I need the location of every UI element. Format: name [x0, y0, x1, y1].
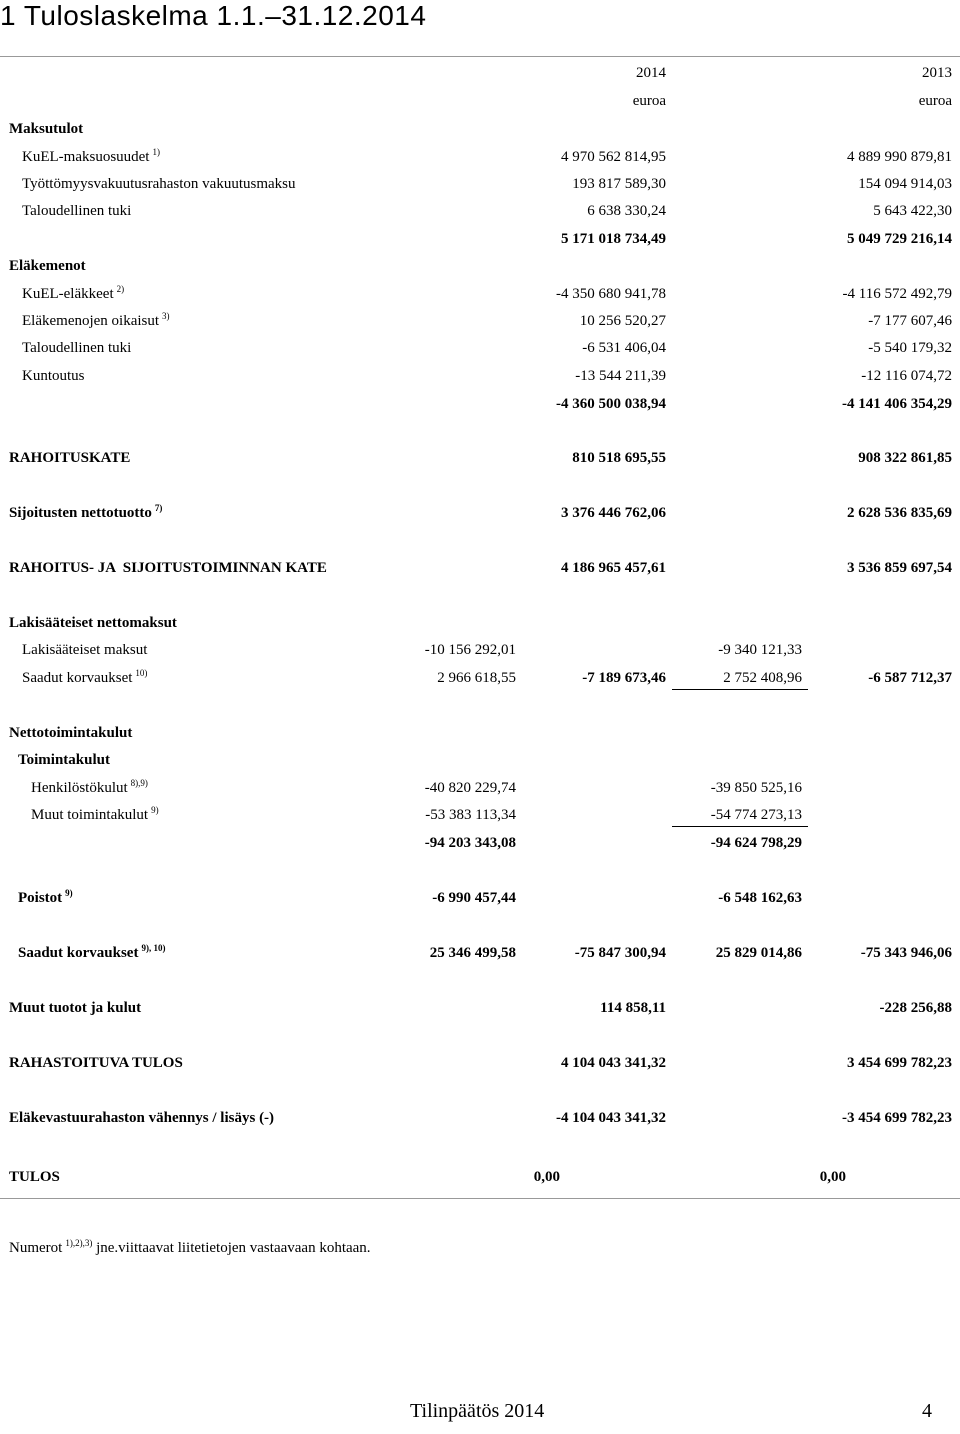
- footnote-ref: 10): [135, 668, 148, 678]
- subtotal-row: [0, 392, 960, 416]
- value-2014: 3 376 446 762,06: [561, 505, 666, 521]
- value-2014: -75 847 300,94: [574, 945, 666, 961]
- toimintakulut-heading: Toimintakulut: [18, 752, 110, 768]
- bottom-divider: [0, 1198, 960, 1199]
- value-2013: -3 454 699 782,23: [842, 1110, 952, 1126]
- value-2014: 4 104 043 341,32: [561, 1055, 666, 1071]
- row-label: Muut toimintakulut $^{9)}$: [31, 805, 159, 823]
- maksutulot-total-2013: 5 049 729 216,14: [847, 231, 952, 247]
- footnote-ref: 7): [154, 503, 163, 513]
- row-label: Saadut korvaukset $^{9), 10)}$: [18, 943, 166, 961]
- row-label: RAHOITUSKATE: [9, 450, 131, 466]
- detail-2014: -6 990 457,44: [432, 890, 516, 906]
- value-2013: 2 628 536 835,69: [847, 505, 952, 521]
- unit-2013: euroa: [918, 93, 952, 109]
- value-2013: 154 094 914,03: [858, 176, 952, 192]
- sijoitukset-row: [0, 501, 960, 525]
- row-label: Kuntoutus: [22, 368, 85, 384]
- table-row: [0, 309, 960, 333]
- value-2013: 3 536 859 697,54: [847, 560, 952, 576]
- table-row: [0, 336, 960, 360]
- row-label: Sijoitusten nettotuotto $^{7)}$: [9, 503, 163, 521]
- footnote-ref: 9): [65, 888, 73, 898]
- table-row: [0, 199, 960, 223]
- section-heading: [0, 117, 960, 141]
- value-2013: -12 116 074,72: [861, 368, 952, 384]
- maksutulot-total-2014: 5 171 018 734,49: [561, 231, 666, 247]
- footnote-ref: 8),9): [130, 778, 148, 788]
- table-row: [0, 172, 960, 196]
- elakevastuu-row: [0, 1106, 960, 1130]
- row-label: Työttömyysvakuutusrahaston vakuutusmaksu: [22, 176, 296, 192]
- detail-2013: -6 548 162,63: [718, 890, 802, 906]
- detail-2013: 2 752 408,96: [723, 670, 802, 686]
- table-row: [0, 364, 960, 388]
- value-2013: 3 454 699 782,23: [847, 1055, 952, 1071]
- top-divider: [0, 56, 960, 57]
- row-label: Eläkemenojen oikaisut $^{3)}$: [22, 311, 170, 329]
- year-2013: 2013: [922, 65, 952, 81]
- table-row: [0, 941, 960, 965]
- value-2014: 114 858,11: [600, 1000, 666, 1016]
- tulos-row: [0, 1165, 960, 1189]
- footnote-ref: 9): [151, 805, 159, 815]
- detail-2014: -40 820 229,74: [424, 780, 516, 796]
- table-row: [0, 776, 960, 800]
- table-row: [0, 638, 960, 662]
- table-row: [0, 666, 960, 690]
- footnote-text: Numerot $^{1),2),3)}$ jne.viittaavat liitetietojen vastaavaan kohtaan.: [9, 1238, 371, 1256]
- detail-2014: -53 383 113,34: [425, 807, 516, 823]
- value-2014: 4 186 965 457,61: [561, 560, 666, 576]
- value-2014: -4 104 043 341,32: [556, 1110, 666, 1126]
- section-heading: [0, 254, 960, 278]
- underline: [672, 689, 808, 690]
- page-number: 4: [922, 1400, 932, 1422]
- value-2013: -6 587 712,37: [868, 670, 952, 686]
- detail-2014: 25 346 499,58: [429, 945, 516, 961]
- footnote-ref: 9), 10): [141, 943, 166, 953]
- value-2013: 908 322 861,85: [858, 450, 952, 466]
- row-label: RAHOITUS- JA SIJOITUSTOIMINNAN KATE: [9, 560, 327, 576]
- section-heading: [0, 611, 960, 635]
- footnote: [0, 1236, 960, 1260]
- lakisaateiset-heading: Lakisääteiset nettomaksut: [9, 615, 177, 631]
- rahastoituva-row: [0, 1051, 960, 1075]
- page-title: 1 Tuloslaskelma 1.1.–31.12.2014: [0, 0, 427, 31]
- value-2014: 0,00: [533, 1169, 560, 1185]
- row-label: RAHASTOITUVA TULOS: [9, 1055, 183, 1071]
- toimintakulut-subtotal-2013: -94 624 798,29: [710, 835, 802, 851]
- table-row: [0, 282, 960, 306]
- value-2014: -6 531 406,04: [582, 340, 666, 356]
- row-label: KuEL-eläkkeet $^{2)}$: [22, 284, 125, 302]
- footer-title: Tilinpäätös 2014: [410, 1400, 545, 1422]
- row-label: Lakisääteiset maksut: [22, 642, 148, 658]
- detail-2014: -10 156 292,01: [424, 642, 516, 658]
- rahoitus-sijoitus-kate-row: [0, 556, 960, 580]
- detail-2013: 25 829 014,86: [715, 945, 802, 961]
- year-2014: 2014: [636, 65, 666, 81]
- rahoituskate-row: [0, 446, 960, 470]
- detail-2014: 2 966 618,55: [437, 670, 516, 686]
- row-label: Eläkevastuurahaston vähennys / lisäys (-): [9, 1110, 275, 1126]
- value-2014: 10 256 520,27: [579, 313, 666, 329]
- value-2013: 4 889 990 879,81: [847, 149, 952, 165]
- value-2013: -7 177 607,46: [868, 313, 952, 329]
- table-row: [0, 803, 960, 827]
- row-label: KuEL-maksuosuudet $^{1)}$: [22, 147, 160, 165]
- section-heading: [0, 721, 960, 745]
- footnote-ref: 1): [152, 147, 160, 157]
- toimintakulut-subtotal-2014: -94 203 343,08: [424, 835, 516, 851]
- value-2013: -5 540 179,32: [868, 340, 952, 356]
- table-row: [0, 886, 960, 910]
- value-2013: 0,00: [819, 1169, 846, 1185]
- value-2014: 6 638 330,24: [587, 203, 666, 219]
- value-2013: 5 643 422,30: [873, 203, 952, 219]
- subtotal-row: [0, 227, 960, 251]
- row-label: TULOS: [9, 1169, 60, 1185]
- header-years: [0, 61, 960, 85]
- row-label: Poistot $^{9)}$: [18, 888, 73, 906]
- value-2014: -13 544 211,39: [575, 368, 666, 384]
- unit-2014: euroa: [632, 93, 666, 109]
- value-2014: 4 970 562 814,95: [561, 149, 666, 165]
- subtotal-row: [0, 831, 960, 855]
- elakemenot-heading: Eläkemenot: [9, 258, 86, 274]
- footnote-ref: 3): [162, 311, 170, 321]
- row-label: Muut tuotot ja kulut: [9, 1000, 142, 1016]
- value-2014: 193 817 589,30: [572, 176, 666, 192]
- nettotoiminta-heading: Nettotoimintakulut: [9, 725, 133, 741]
- table-row: [0, 145, 960, 169]
- value-2013: -4 116 572 492,79: [842, 286, 952, 302]
- value-2013: -75 343 946,06: [860, 945, 952, 961]
- row-label: Taloudellinen tuki: [22, 340, 132, 356]
- value-2014: -7 189 673,46: [582, 670, 666, 686]
- elakemenot-total-2013: -4 141 406 354,29: [842, 396, 952, 412]
- maksutulot-heading: Maksutulot: [9, 121, 84, 137]
- value-2014: 810 518 695,55: [572, 450, 666, 466]
- header-units: [0, 89, 960, 113]
- detail-2013: -39 850 525,16: [710, 780, 802, 796]
- value-2014: -4 350 680 941,78: [556, 286, 666, 302]
- detail-2013: -9 340 121,33: [718, 642, 802, 658]
- footnote-ref: 2): [116, 284, 125, 294]
- row-label: Saadut korvaukset $^{10)}$: [22, 668, 148, 686]
- underline: [672, 826, 808, 827]
- muut-tuotot-row: [0, 996, 960, 1020]
- row-label: Henkilöstökulut $^{8),9)}$: [31, 778, 148, 796]
- subsection-heading: [0, 748, 960, 772]
- elakemenot-total-2014: -4 360 500 038,94: [556, 396, 666, 412]
- detail-2013: -54 774 273,13: [710, 807, 802, 823]
- row-label: Taloudellinen tuki: [22, 203, 132, 219]
- value-2013: -228 256,88: [879, 1000, 952, 1016]
- footnote-ref: 1),2),3): [65, 1238, 93, 1248]
